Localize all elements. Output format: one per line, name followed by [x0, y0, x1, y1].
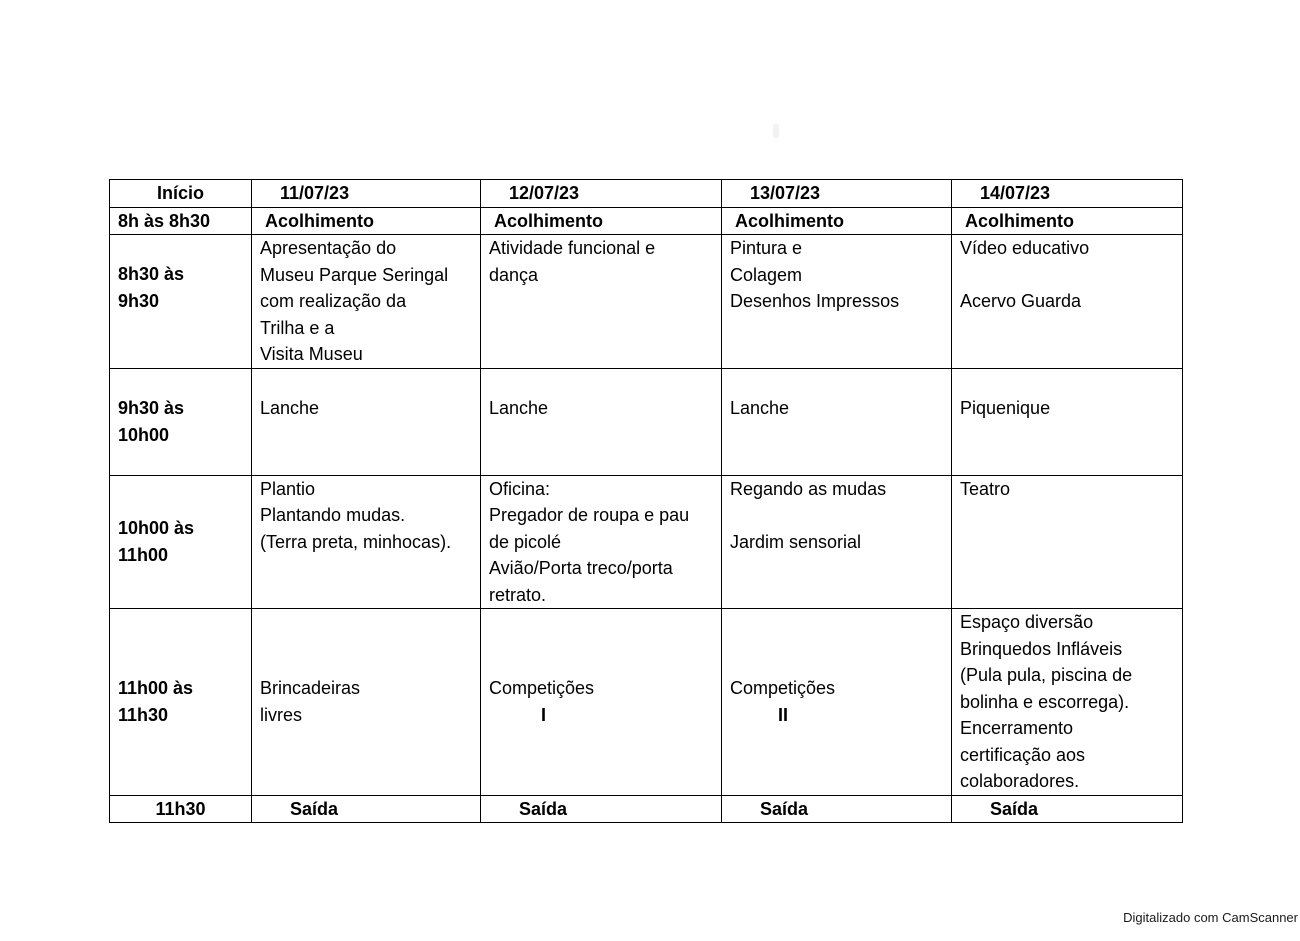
table-row	[110, 207, 1183, 235]
time-slot: 10h00 às 11h00	[110, 475, 252, 609]
activity-cell: Acolhimento	[722, 207, 952, 235]
activity-cell: Saída	[252, 795, 481, 823]
time-slot: 8h30 às 9h30	[110, 235, 252, 369]
header-date: 11/07/23	[252, 180, 481, 208]
activity-cell: Vídeo educativo Acervo Guarda	[952, 235, 1183, 369]
activity-cell: Pintura e Colagem Desenhos Impressos	[722, 235, 952, 369]
header-start: Início	[110, 180, 252, 208]
header-date: 12/07/23	[481, 180, 722, 208]
activity-cell: Saída	[952, 795, 1183, 823]
table-footer-row	[110, 795, 1183, 823]
schedule-table	[109, 179, 1183, 823]
header-date: 13/07/23	[722, 180, 952, 208]
scanner-watermark-text: Digitalizado com CamScanner	[1123, 910, 1298, 925]
time-slot: 9h30 às 10h00	[110, 368, 252, 475]
activity-cell: Saída	[481, 795, 722, 823]
activity-cell: Plantio Plantando mudas. (Terra preta, minhocas).	[252, 475, 481, 609]
activity-cell: Atividade funcional e dança	[481, 235, 722, 369]
table-header-row	[110, 180, 1183, 208]
activity-cell: Acolhimento	[481, 207, 722, 235]
activity-cell: Saída	[722, 795, 952, 823]
table-row	[110, 609, 1183, 796]
table-row	[110, 368, 1183, 475]
scan-speck	[773, 124, 779, 138]
scanner-watermark	[1123, 910, 1298, 929]
activity-cell: Lanche	[252, 368, 481, 475]
activity-cell: Brincadeiras livres	[252, 609, 481, 796]
activity-text: Competições	[730, 678, 836, 699]
activity-cell: Piquenique	[952, 368, 1183, 475]
activity-cell: Lanche	[722, 368, 952, 475]
activity-cell: Regando as mudas Jardim sensorial	[722, 475, 952, 609]
activity-cell: Apresentação do Museu Parque Seringal com realização da Trilha e a Visita Museu	[252, 235, 481, 369]
activity-cell: Espaço diversão Brinquedos Infláveis (Pula pula, piscina de bolinha e escorrega). Encerramento certificação aos colaboradores.	[952, 609, 1183, 796]
activity-cell	[722, 609, 952, 796]
activity-cell: Teatro	[952, 475, 1183, 609]
table-row	[110, 475, 1183, 609]
header-date: 14/07/23	[952, 180, 1183, 208]
table-row	[110, 235, 1183, 369]
competition-mark: I	[541, 704, 547, 725]
time-slot: 11h00 às 11h30	[110, 609, 252, 796]
activity-cell: Lanche	[481, 368, 722, 475]
activity-cell	[481, 609, 722, 796]
time-slot: 8h às 8h30	[110, 207, 252, 235]
activity-cell: Oficina: Pregador de roupa e pau de picolé Avião/Porta treco/porta retrato.	[481, 475, 722, 609]
time-slot: 11h30	[110, 795, 252, 823]
activity-text: Competições	[489, 678, 595, 699]
activity-cell: Acolhimento	[252, 207, 481, 235]
competition-mark: II	[778, 704, 789, 725]
activity-cell: Acolhimento	[952, 207, 1183, 235]
